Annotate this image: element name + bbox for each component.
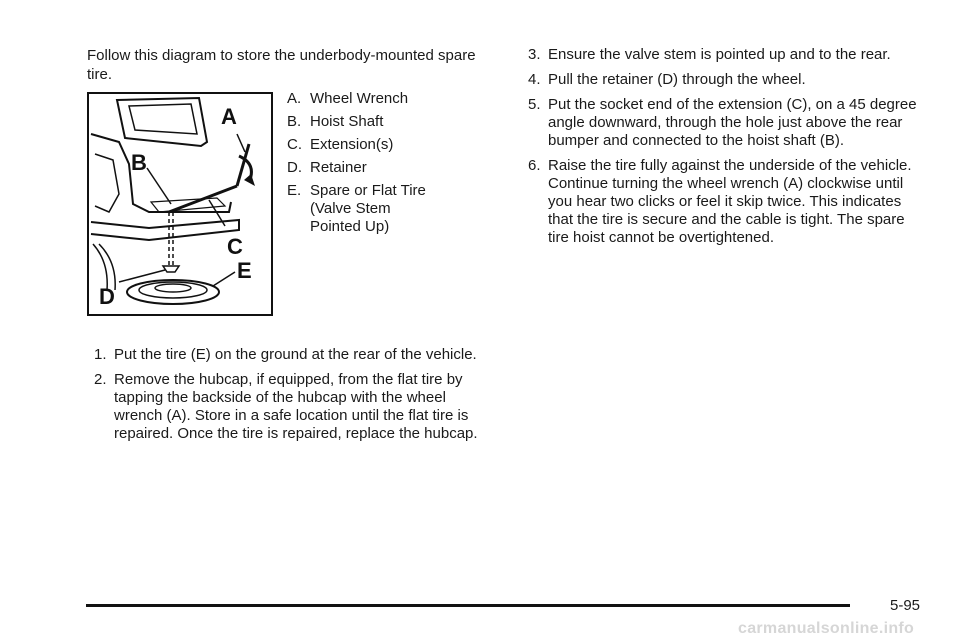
steps-list-right xyxy=(528,46,928,247)
legend-key: E. xyxy=(287,182,302,199)
figure-row xyxy=(87,92,487,318)
step-number: 1. xyxy=(94,346,107,363)
footer-rule xyxy=(86,604,850,607)
legend-text: Extension(s) xyxy=(310,136,394,153)
step-text: Put the socket end of the extension (C), on a 45 degree angle downward, through the hole just above the rear bumper and connected to the hoist shaft (B). xyxy=(548,96,917,149)
legend-item-e xyxy=(287,182,487,236)
step-text: Pull the retainer (D) through the wheel. xyxy=(548,71,806,88)
step-text: Ensure the valve stem is pointed up and to the rear. xyxy=(548,46,891,63)
legend-key: D. xyxy=(287,159,302,176)
legend-text: Spare or Flat Tire (Valve Stem Pointed Up) xyxy=(310,182,426,235)
rotation-arrowhead xyxy=(244,174,255,186)
step-text: Put the tire (E) on the ground at the rear of the vehicle. xyxy=(114,346,477,363)
legend-text: Retainer xyxy=(310,159,367,176)
leader-e xyxy=(213,272,235,286)
step-item xyxy=(94,371,484,443)
step-number: 3. xyxy=(528,46,541,63)
leader-a xyxy=(237,134,245,152)
step-number: 6. xyxy=(528,157,541,174)
diagram-label-a: A xyxy=(221,104,237,129)
legend-item-a xyxy=(287,90,487,108)
legend-item-b xyxy=(287,113,487,131)
step-number: 5. xyxy=(528,96,541,113)
step-text: Remove the hubcap, if equipped, from the flat tire by tapping the backside of the hubcap with the wheel wrench (A). Store in a safe location until the flat tire is repaired. Once the tire is repaired, replace the hubcap. xyxy=(114,371,478,442)
legend-text: Wheel Wrench xyxy=(310,90,409,107)
step-item xyxy=(94,346,484,364)
leader-b xyxy=(147,168,171,204)
legend-item-c xyxy=(287,136,487,154)
step-item xyxy=(528,157,928,247)
diagram-illustration xyxy=(89,94,271,314)
diagram-legend xyxy=(287,90,487,241)
legend-text: Hoist Shaft xyxy=(310,113,384,130)
left-column xyxy=(87,46,487,84)
watermark-text: carmanualsonline.info xyxy=(738,620,915,637)
diagram-label-e: E xyxy=(237,258,252,283)
diagram-label-c: C xyxy=(227,234,243,259)
spare-tire-diagram xyxy=(87,92,273,316)
liftgate-window xyxy=(129,104,197,134)
legend-key: B. xyxy=(287,113,302,130)
step-text: Raise the tire fully against the underside of the vehicle. Continue turning the wheel wrench (A) clockwise until you hear two clicks or feel it skip twice. This indicates that the tire is secure and the cable is tight. The spare tire hoist cannot be overtightened. xyxy=(548,157,912,246)
diagram-label-d: D xyxy=(99,284,115,309)
retainer xyxy=(163,266,179,272)
step-number: 4. xyxy=(528,71,541,88)
diagram-label-b: B xyxy=(131,150,147,175)
intro-paragraph: Follow this diagram to store the underbody-mounted spare tire. xyxy=(87,47,476,83)
vehicle-bumper xyxy=(91,220,239,240)
legend-key: A. xyxy=(287,90,302,107)
vehicle-rear-pillar xyxy=(95,154,119,212)
step-item xyxy=(528,46,928,64)
page-number: 5-95 xyxy=(890,597,921,614)
legend-key: C. xyxy=(287,136,302,153)
step-item xyxy=(528,96,928,150)
step-number: 2. xyxy=(94,371,107,388)
steps-list-left xyxy=(94,346,484,450)
legend-item-d xyxy=(287,159,487,177)
step-item xyxy=(528,71,928,89)
right-column xyxy=(528,46,928,254)
